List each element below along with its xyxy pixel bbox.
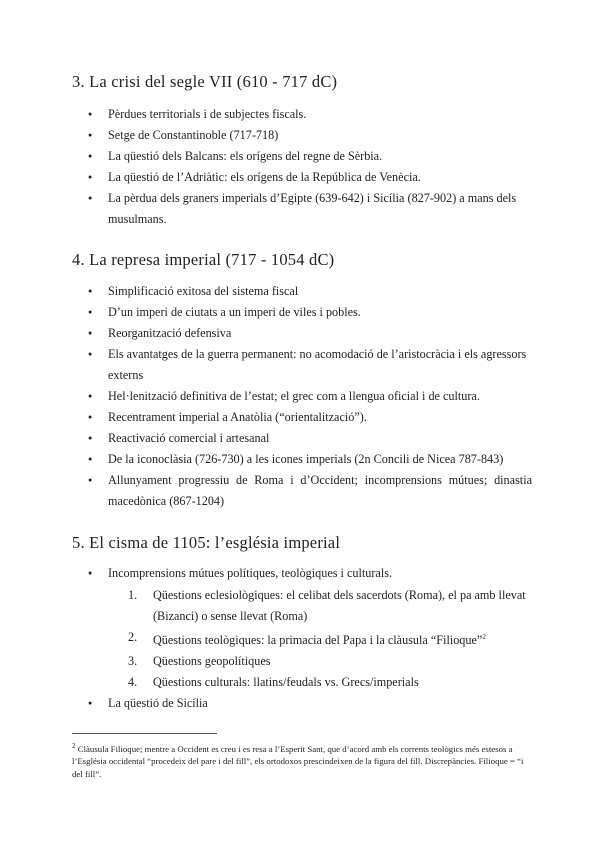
list-item: ● La pèrdua dels graners imperials d’Egipte (639-642) i Sicília (827-902) a mans dels musulmans. — [72, 188, 532, 230]
footnote — [72, 740, 528, 780]
sublist-text: Qüestions geopolítiques — [153, 654, 271, 669]
list-item: ● Recentrament imperial a Anatòlia (“orientalització”). — [72, 407, 532, 428]
sublist-number: 3. — [128, 654, 138, 669]
list-item-label: Incomprensions mútues polítiques, teològiques i culturals. — [108, 566, 392, 580]
footnote-text: Clàusula Filioque; mentre a Occident es creu i es resa a l’Esperit Sant, que d’acord amb els corrents teològics més estesos a l’Església occidental “procedeix del pare i del fill”, els ortodoxos prescindeixen de la figura del fill. Discrepàncies. Filioque = “i del fill”. — [72, 743, 524, 779]
list-item: ● La qüestió dels Balcans: els orígens del regne de Sèrbia. — [72, 146, 532, 167]
list-item: ● Reactivació comercial i artesanal — [72, 428, 532, 449]
sublist-number: 2. — [128, 630, 138, 644]
sublist-number: 4. — [128, 675, 138, 690]
footnote-mark: 2 — [72, 742, 76, 750]
sublist-text: Qüestions culturals: llatins/feudals vs. Grecs/imperials — [153, 675, 419, 690]
list-item: ● La qüestió de l’Adriàtic: els orígens de la República de Venècia. — [72, 167, 532, 188]
list-item: ● Els avantatges de la guerra permanent: no acomodació de l’aristocràcia i els agressors externs — [72, 344, 532, 386]
section-3-heading: 3. La crisi del segle VII (610 - 717 dC) — [72, 72, 338, 91]
list-item: ● Reorganització defensiva — [72, 323, 532, 344]
numbered-sublist — [108, 585, 532, 693]
list-item — [72, 563, 532, 693]
list-item: ● Allunyament progressiu de Roma i d’Occident; incomprensions mútues; dinastia macedònica (867-1204) — [72, 470, 532, 512]
list-item: ● De la iconoclàsia (726-730) a les icones imperials (2n Concili de Nicea 787-843) — [72, 449, 532, 470]
sublist-item — [108, 651, 532, 672]
footnote-separator — [72, 733, 217, 734]
sublist-item — [108, 585, 532, 627]
section-4-list — [72, 281, 532, 512]
section-5-list — [72, 563, 532, 714]
list-item: ● La qüestió de Sicília — [72, 693, 532, 714]
list-item: ● Simplificació exitosa del sistema fiscal — [72, 281, 532, 302]
sublist-item — [108, 627, 532, 651]
list-item: ● Hel·lenització definitiva de l’estat; el grec com a llengua oficial i de cultura. — [72, 386, 532, 407]
footnote-reference[interactable]: 2 — [482, 633, 486, 641]
section-4-heading: 4. La represa imperial (717 - 1054 dC) — [72, 250, 335, 269]
sublist-text: Qüestions eclesiològiques: el celibat dels sacerdots (Roma), el pa amb llevat (Bizanci) o sense llevat (Roma) — [153, 588, 526, 623]
list-item: ● D’un imperi de ciutats a un imperi de viles i pobles. — [72, 302, 532, 323]
section-3-list — [72, 104, 532, 230]
sublist-item — [108, 672, 532, 693]
sublist-number: 1. — [128, 588, 138, 602]
section-5-heading: 5. El cisma de 1105: l’església imperial — [72, 533, 341, 552]
sublist-text: Qüestions teològiques: la primacia del Papa i la clàusula “Filioque” — [153, 633, 483, 648]
list-item: ● Setge de Constantinoble (717-718) — [72, 125, 532, 146]
list-item: ● Pèrdues territorials i de subjectes fiscals. — [72, 104, 532, 125]
